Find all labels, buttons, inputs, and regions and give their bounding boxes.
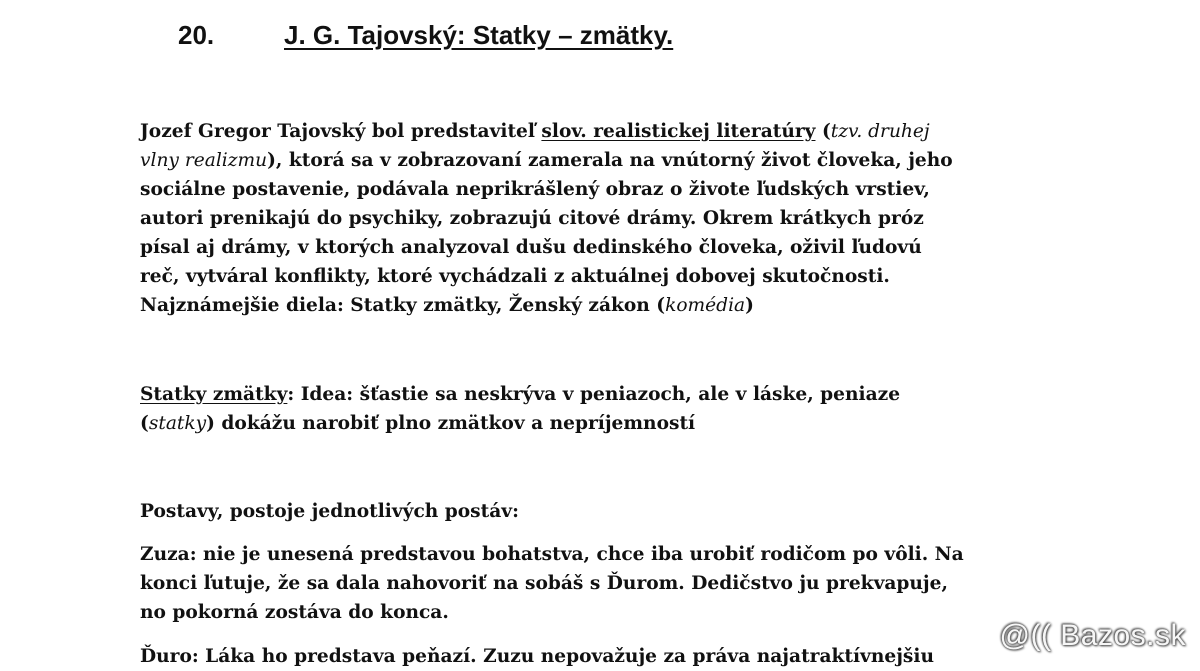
chapter-title: J. G. Tajovský: Statky – zmätky. [284,20,674,50]
chapter-number: 20. [178,20,215,50]
idea-line-2 [140,409,1070,438]
intro-text: Jozef Gregor Tajovský bol predstaviteľ [140,121,542,142]
idea-text: ( [140,413,149,434]
zuza-paragraph [140,540,1070,627]
intro-line-2 [140,146,1070,175]
zuza-line-3: no pokorná zostáva do konca. [140,602,449,623]
intro-text: ( [815,121,831,142]
zuza-line-2: konci ľutuje, že sa dala nahovoriť na sobáš s Ďurom. Dedičstvo ju prekvapuje, [140,573,948,594]
intro-line-5: písal aj drámy, v ktorých analyzoval dušu dedinského človeka, oživil ľudovú [140,237,922,258]
intro-line-3: sociálne postavenie, podávala neprikrášlený obraz o živote ľudských vrstiev, [140,179,930,200]
idea-text: : Idea: šťastie sa neskrýva v peniazoch, ale v láske, peniaze [287,384,901,405]
intro-line-7 [140,291,1070,320]
intro-text: Najznámejšie diela: Statky zmätky, Ženský zákon ( [140,295,666,316]
duro-line-1: Ďuro: Láka ho predstava peňazí. Zuzu nepovažuje za práva najatraktívnejšiu [140,646,934,667]
intro-line-1 [140,117,1070,146]
idea-label: Statky zmätky [140,384,288,405]
intro-italic: komédia [665,295,746,316]
idea-text: ) dokážu narobiť plno zmätkov a nepríjemností [206,413,696,434]
characters-heading [140,497,1070,526]
intro-text: ), ktorá sa v zobrazovaní zamerala na vnútorný život človeka, jeho [267,150,953,171]
intro-italic: vlny realizmu [140,150,268,171]
characters-heading-text: Postavy, postoje jednotlivých postáv: [140,501,519,522]
intro-paragraph [140,117,1070,320]
idea-line-1 [140,380,1070,409]
zuza-line-1: Zuza: nie je unesená predstavou bohatstva, chce iba urobiť rodičom po vôli. Na [140,544,964,565]
literature-term: slov. realistickej literatúry [541,121,816,142]
idea-italic: statky [148,413,207,434]
intro-line-6: reč, vytváral konflikty, ktoré vychádzali z aktuálnej dobovej skutočnosti. [140,266,890,287]
duro-paragraph [140,642,1070,671]
intro-line-4: autori prenikajú do psychiky, zobrazujú citové drámy. Okrem krátkych próz [140,208,924,229]
intro-text: ) [745,295,754,316]
chapter-heading [0,20,1200,60]
idea-paragraph [140,380,1070,438]
bazos-watermark: @(( Bazos.sk [999,619,1186,652]
intro-italic: tzv. druhej [830,121,930,142]
